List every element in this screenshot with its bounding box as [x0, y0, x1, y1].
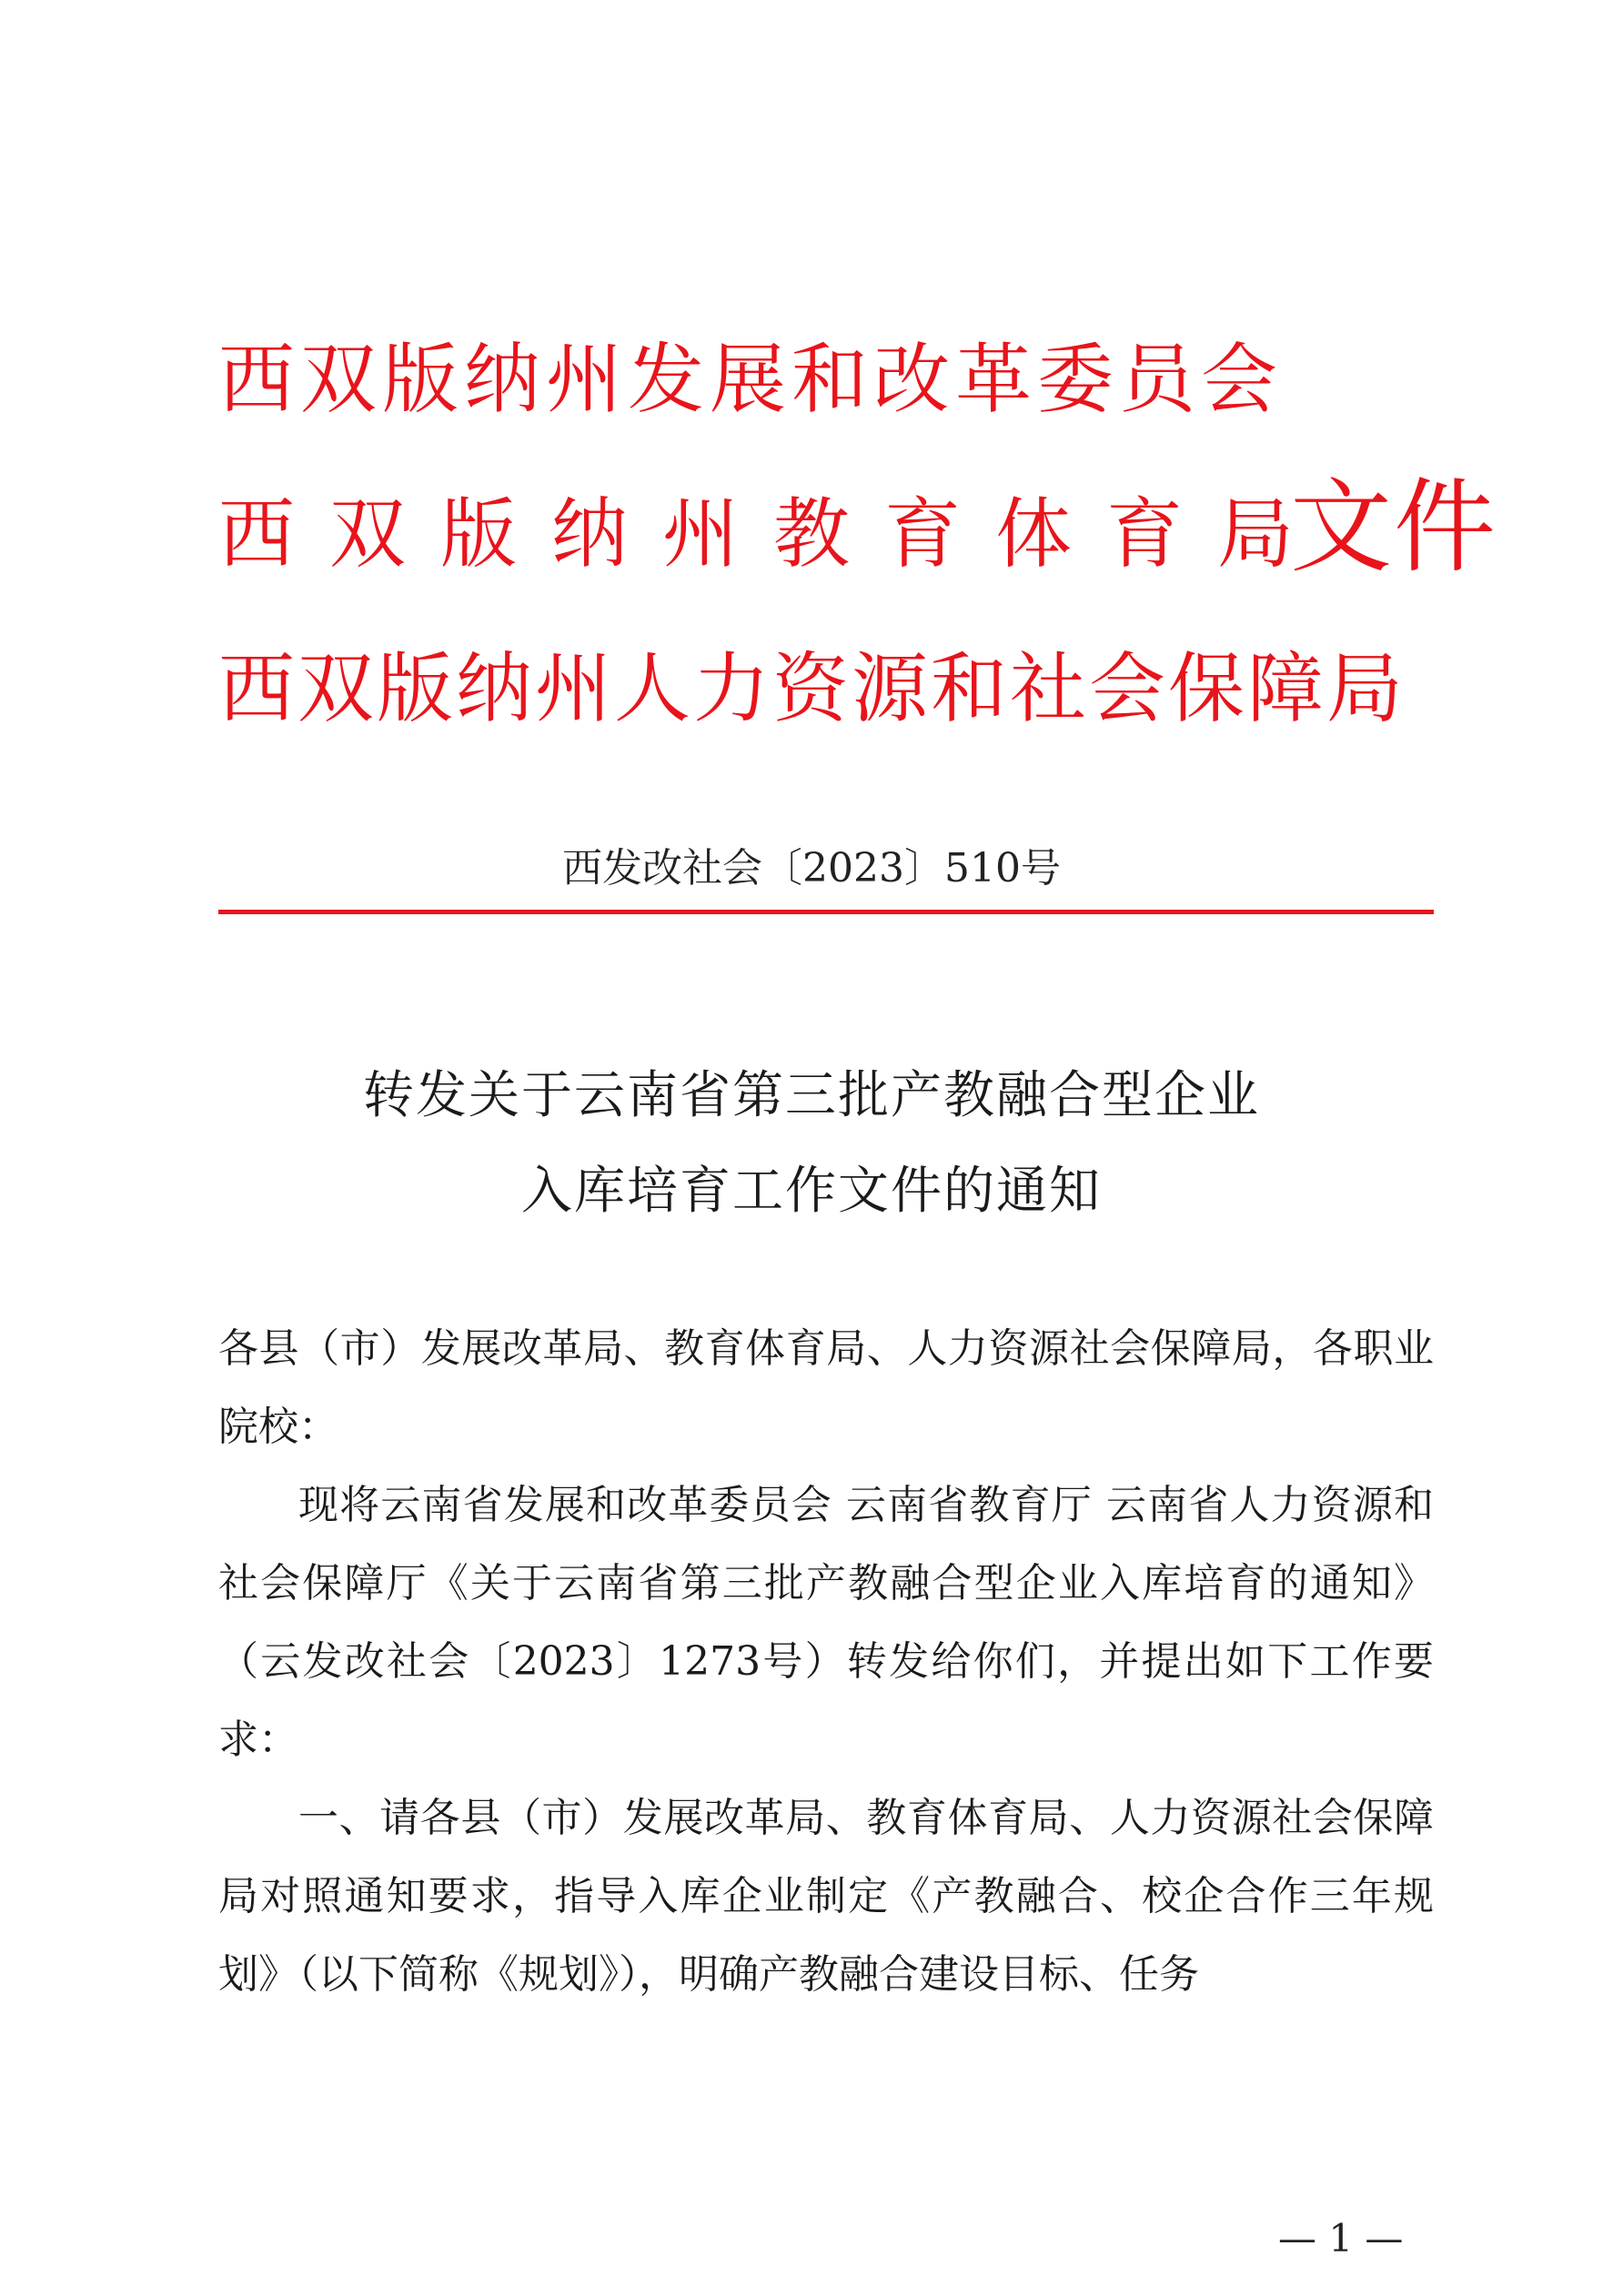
body-paragraph-1: 现将云南省发展和改革委员会 云南省教育厅 云南省人力资源和社会保障厅《关于云南省第三批产教融合型企业入库培育的通知》（云发改社会〔2023〕1273号）转发给你们，并提出如下工作要求： [218, 1482, 1434, 1763]
salutation: 各县（市）发展改革局、教育体育局、人力资源社会保障局，各职业院校： [218, 1325, 1434, 1450]
document-title-line-1: 转发关于云南省第三批产教融合型企业 [363, 1066, 1260, 1125]
red-divider-line [218, 910, 1434, 914]
document-body [218, 1310, 1434, 2014]
document-title-line-2: 入库培育工作文件的通知 [521, 1162, 1102, 1221]
page-number: — 1 — [1278, 2216, 1404, 2261]
document-label: 文件 [1290, 468, 1497, 587]
issuer-line-development-reform: 西双版纳州发展和改革委员会 [218, 335, 1284, 424]
issuer-line-human-resources: 西双版纳州人力资源和社会保障局 [218, 644, 1406, 733]
document-number: 西发改社会〔2023〕510号 [562, 845, 1061, 891]
body-paragraph-2: 一、请各县（市）发展改革局、教育体育局、人力资源社会保障局对照通知要求，指导入库企业制定《产教融合、校企合作三年规划》（以下简称《规划》），明确产教融合建设目标、任务 [218, 1795, 1434, 1998]
issuer-line-education-sports: 西双版纳州教育体育局 [218, 489, 1329, 579]
